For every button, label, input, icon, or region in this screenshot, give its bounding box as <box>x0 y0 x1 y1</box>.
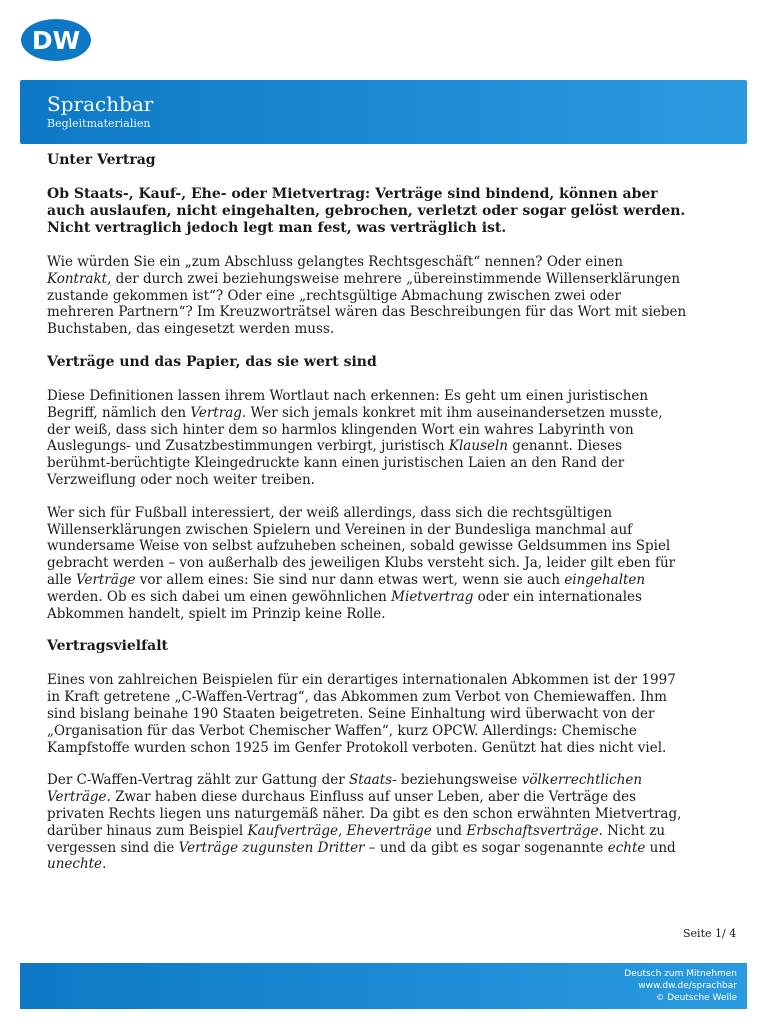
paragraph-1: Wie würden Sie ein „zum Abschluss gelangtes Rechtsgeschäft“ nennen? Oder einen Kontrakt, der durch zwei beziehungsweise mehrere „übereinstimmende Willenserklärungen zustande gekommen ist“? Oder eine „rechtsgültige Abmachung zwischen zwei oder mehreren Partnern“? Im Kreuzworträtsel wären das Beschreibungen für das Wort mit sieben Buchstaben, das eingesetzt werden muss. <box>47 254 687 338</box>
header-banner <box>20 80 747 144</box>
article-body <box>47 152 687 889</box>
section-heading-1: Verträge und das Papier, das sie wert sind <box>47 353 377 370</box>
article-title: Unter Vertrag <box>47 152 156 168</box>
section-heading-2: Vertragsvielfalt <box>47 638 169 655</box>
footer-tagline: Deutsch zum Mitnehmen <box>624 969 737 979</box>
dw-logo <box>20 18 92 62</box>
footer-copyright: © Deutsche Welle <box>656 993 737 1003</box>
header-title: Sprachbar <box>47 92 154 116</box>
page-number: Seite 1/ 4 <box>683 927 737 940</box>
footer-url[interactable]: www.dw.de/sprachbar <box>638 980 737 991</box>
paragraph-4: Eines von zahlreichen Beispielen für ein derartiges internationalen Abkommen ist der 1997 in Kraft getretene „C-Waffen-Vertrag“, das Abkommen zum Verbot von Chemiewaffen. Ihm sind bislang beinahe 190 Staaten beigetreten. Seine Einhaltung wird überwacht von der „Organisation für das Verbot Chemischer Waffen“, kurz OPCW. Allerdings: Chemische Kampfstoffe wurden schon 1925 im Genfer Protokoll verboten. Genützt hat dies nicht viel. <box>47 672 676 756</box>
footer-text <box>624 969 737 1005</box>
paragraph-3: Wer sich für Fußball interessiert, der weiß allerdings, dass sich die rechtsgültigen Willenserklärungen zwischen Spielern und Vereinen in der Bundesliga manchmal auf wundersame Weise von selbst aufzuheben scheinen, sobald gewisse Geldsummen ins Spiel gebracht werden – von außerhalb des jeweiligen Klubs versteht sich. Ja, leider gilt eben für alle Verträge vor allem eines: Sie sind nur dann etwas wert, wenn sie auch eingehalten werden. Ob es sich dabei um einen gewöhnlichen Mietvertrag oder ein internationales Abkommen handelt, spielt im Prinzip keine Rolle. <box>47 504 676 622</box>
header-subtitle: Begleitmaterialien <box>47 117 151 130</box>
copyright-icon: © <box>656 993 665 1002</box>
article-lead: Ob Staats-, Kauf-, Ehe- oder Mietvertrag: Verträge sind bindend, können aber auch auslaufen, nicht eingehalten, gebrochen, verletzt oder sogar gelöst werden. Nicht vertraglich jedoch legt man fest, was verträglich ist. <box>47 186 686 236</box>
dw-logo-text: DW <box>31 26 81 55</box>
footer-banner <box>20 963 747 1009</box>
paragraph-5: Der C-Waffen-Vertrag zählt zur Gattung der Staats- beziehungsweise völkerrechtlichen Verträge. Zwar haben diese durchaus Einfluss auf unser Leben, aber die Verträge des privaten Rechts liegen uns naturgemäß näher. Da gibt es den schon erwähnten Mietvertrag, darüber hinaus zum Beispiel Kaufverträge, Eheverträge und Erbschaftsverträge. Nicht zu vergessen sind die Verträge zugunsten Dritter – und da gibt es sogar sogenannte echte und unechte. <box>47 772 682 873</box>
paragraph-2: Diese Definitionen lassen ihrem Wortlaut nach erkennen: Es geht um einen juristischen Begriff, nämlich den Vertrag. Wer sich jemals konkret mit ihm auseinandersetzen musste, der weiß, dass sich hinter dem so harmlos klingenden Wort ein wahres Labyrinth von Auslegungs- und Zusatzbestimmungen verbirgt, juristisch Klauseln genannt. Dieses berühmt-berüchtigte Kleingedruckte kann einen juristischen Laien an den Rand der Verzweiflung oder noch weiter treiben. <box>47 387 663 488</box>
